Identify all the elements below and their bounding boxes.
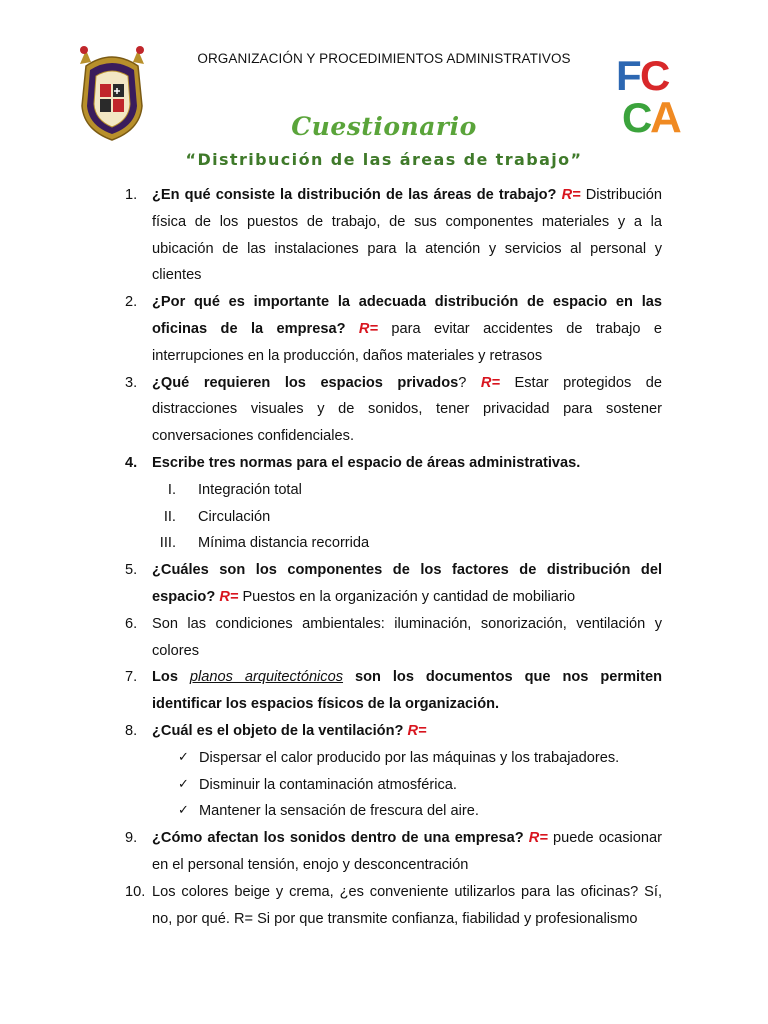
question-text: ¿Qué requieren los espacios privados [152, 374, 459, 391]
underlined-term: planos arquitectónicos [189, 669, 344, 686]
question-text: ¿En qué consiste la distribución de las áreas de trabajo? [152, 187, 557, 203]
checkmark-icon: ✓ [178, 749, 189, 765]
document-subtitle: “Distribución de las áreas de trabajo” [185, 150, 583, 169]
question-text: Escribe tres normas para el espacio de áreas administrativas. [152, 454, 581, 471]
question-number: 1. [125, 187, 138, 203]
answer-marker: R= [480, 374, 500, 391]
check-text: Dispersar el calor producido por las máquinas y los trabajadores. [199, 749, 620, 766]
header-title: ORGANIZACIÓN Y PROCEDIMIENTOS ADMINISTRATIVOS [197, 51, 571, 66]
question-number: 6. [125, 615, 138, 632]
answer-marker: R= [219, 588, 239, 605]
question-2 [125, 289, 662, 369]
roman-numeral: III. [159, 535, 176, 552]
check-item [125, 772, 662, 799]
question-6 [125, 611, 662, 665]
document-title: Cuestionario [291, 112, 477, 141]
question-1 [125, 182, 662, 289]
checkmark-icon: ✓ [178, 803, 189, 819]
item-text-post: son los documentos que nos permiten identificar los espacios físicos de la organización. [152, 669, 662, 713]
question-number: 4. [125, 454, 138, 471]
check-text: Mantener la sensación de frescura del aire. [199, 803, 479, 820]
question-number: 2. [125, 294, 138, 311]
question-number: 10. [125, 883, 146, 900]
norm-item [125, 530, 662, 557]
logo-letter-c1: C [640, 52, 671, 99]
questionnaire-body [125, 182, 662, 932]
logo-letter-a: A [650, 93, 682, 134]
norm-text: Mínima distancia recorrida [198, 535, 370, 552]
norm-text: Integración total [198, 481, 302, 498]
question-7 [125, 664, 662, 718]
question-number: 5. [125, 562, 138, 579]
question-4 [125, 450, 662, 477]
check-item [125, 798, 662, 825]
check-item [125, 745, 662, 772]
answer-text: Estar protegidos de distracciones visuales y de sonidos, tener privacidad para sostener conversaciones confidenciales. [152, 374, 663, 445]
question-text: ¿Cuáles son los componentes de los factores de distribución del espacio? [152, 562, 662, 605]
question-number: 8. [125, 722, 138, 739]
answer-marker: R= [407, 722, 427, 739]
question-number: 9. [125, 830, 138, 847]
answer-text: puede ocasionar en el personal tensión, enojo y desconcentración [152, 830, 662, 873]
item-text: Son las condiciones ambientales: iluminación, sonorización, ventilación y colores [152, 615, 662, 659]
answer-text: Distribución física de los puestos de trabajo, de sus componentes materiales y a la ubicación de las instalaciones para la atención y servicios al personal y clientes [152, 187, 663, 284]
answer-marker: R= [561, 187, 581, 203]
question-text: ¿Por qué es importante la adecuada distribución de espacio en las oficinas de la empresa? [152, 294, 662, 337]
question-number: 7. [125, 669, 138, 686]
question-3 [125, 370, 662, 450]
checkmark-icon: ✓ [178, 776, 189, 792]
roman-numeral: II. [163, 508, 176, 525]
roman-numeral: I. [167, 481, 176, 498]
question-number: 3. [125, 374, 138, 391]
norm-text: Circulación [198, 508, 271, 525]
answer-marker: R= [528, 830, 548, 847]
norm-item [125, 504, 662, 531]
question-8 [125, 718, 662, 745]
item-text-pre: Los [152, 669, 178, 686]
logo-letter-f: F [616, 52, 642, 99]
question-5 [125, 557, 662, 611]
question-mark: ? [458, 374, 467, 391]
answer-marker: R= [358, 320, 378, 337]
norm-item [125, 477, 662, 504]
item-text: Los colores beige y crema, ¿es conveniente utilizarlos para las oficinas? Sí, no, por qué. R= Si por que transmite confianza, fiabilidad y profesionalismo [152, 883, 662, 927]
answer-text: Puestos en la organización y cantidad de mobiliario [242, 588, 576, 605]
question-10 [125, 879, 662, 933]
answer-text: para evitar accidentes de trabajo e interrupciones en la producción, daños materiales y retrasos [152, 320, 662, 364]
question-text: ¿Cómo afectan los sonidos dentro de una empresa? [152, 830, 524, 847]
question-text: ¿Cuál es el objeto de la ventilación? [152, 722, 404, 739]
logo-letter-c2: C [622, 94, 653, 134]
check-text: Disminuir la contaminación atmosférica. [199, 776, 457, 793]
question-9 [125, 825, 662, 879]
